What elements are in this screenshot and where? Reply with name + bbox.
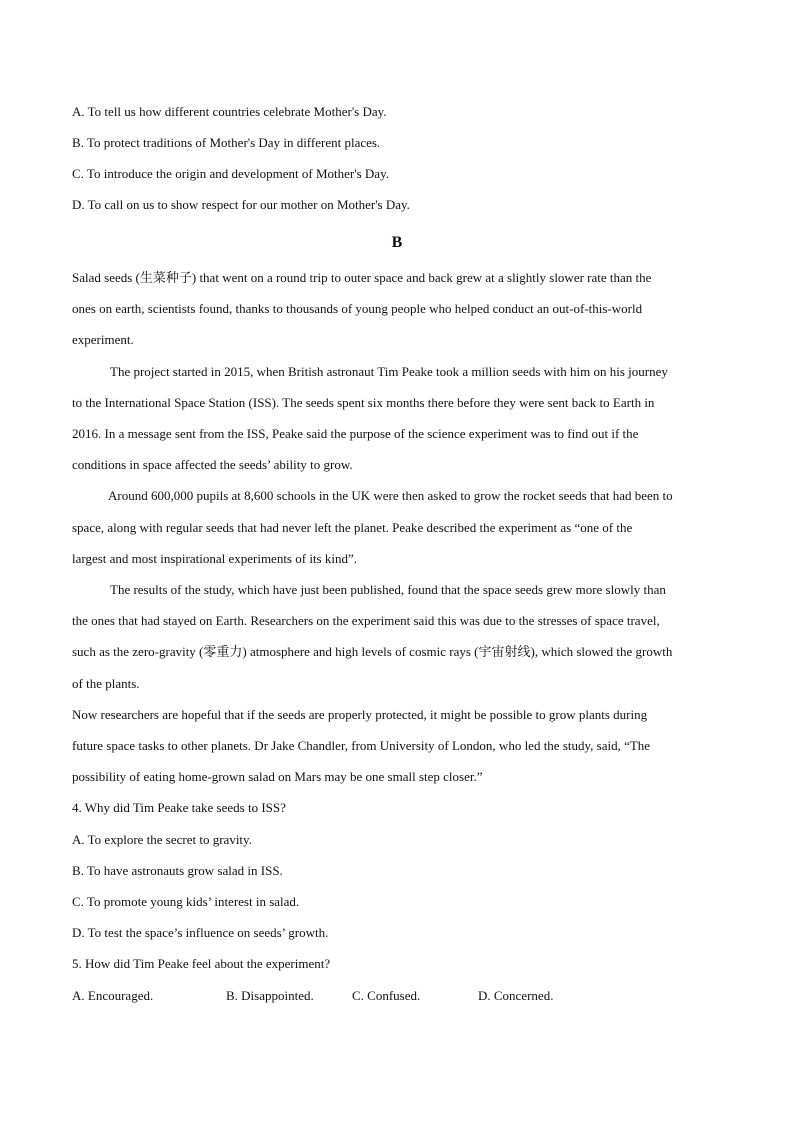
passage-line: space, along with regular seeds that had never left the planet. Peake described the experiment as “one of the — [72, 520, 633, 535]
passage-line: Salad seeds (生菜种子) that went on a round trip to outer space and back grew at a slightly slower rate than the — [72, 270, 652, 285]
question-4-option-a: A. To explore the secret to gravity. — [72, 832, 252, 847]
question-5-option-d: D. Concerned. — [478, 988, 554, 1003]
question-4-option-d: D. To test the space’s influence on seeds’ growth. — [72, 925, 329, 940]
passage-line: the ones that had stayed on Earth. Researchers on the experiment said this was due to the stresses of space travel, — [72, 613, 660, 628]
question-5-option-a: A. Encouraged. — [72, 988, 154, 1003]
question-4-option-c: C. To promote young kids’ interest in salad. — [72, 894, 300, 909]
passage-line: of the plants. — [72, 676, 140, 691]
prev-option-a: A. To tell us how different countries celebrate Mother's Day. — [72, 104, 387, 119]
passage-line: Now researchers are hopeful that if the seeds are properly protected, it might be possible to grow plants during — [72, 707, 648, 722]
question-4-option-b: B. To have astronauts grow salad in ISS. — [72, 863, 283, 878]
passage-line: experiment. — [72, 332, 134, 347]
passage-line: future space tasks to other planets. Dr Jake Chandler, from University of London, who led the study, said, “The — [72, 738, 651, 753]
question-5-stem: 5. How did Tim Peake feel about the experiment? — [72, 956, 331, 971]
passage-line: The project started in 2015, when British astronaut Tim Peake took a million seeds with him on his journey — [110, 364, 668, 379]
passage-line: such as the zero-gravity (零重力) atmosphere and high levels of cosmic rays (宇宙射线), which slowed the growth — [72, 644, 673, 659]
passage-line: conditions in space affected the seeds’ ability to grow. — [72, 457, 353, 472]
question-5-option-b: B. Disappointed. — [226, 988, 314, 1003]
passage-line: Around 600,000 pupils at 8,600 schools in the UK were then asked to grow the rocket seeds that had been to — [108, 488, 673, 503]
question-5-option-c: C. Confused. — [352, 988, 421, 1003]
prev-option-b: B. To protect traditions of Mother's Day in different places. — [72, 135, 381, 150]
section-heading: B — [391, 234, 403, 251]
passage-line: to the International Space Station (ISS). The seeds spent six months there before they were sent back to Earth in — [72, 395, 655, 410]
question-4-stem: 4. Why did Tim Peake take seeds to ISS? — [72, 800, 286, 815]
passage-line: The results of the study, which have just been published, found that the space seeds grew more slowly than — [110, 582, 666, 597]
prev-option-d: D. To call on us to show respect for our mother on Mother's Day. — [72, 197, 410, 212]
passage-line: possibility of eating home-grown salad on Mars may be one small step closer.” — [72, 769, 483, 784]
passage-line: largest and most inspirational experiments of its kind”. — [72, 551, 357, 566]
passage-line: ones on earth, scientists found, thanks to thousands of young people who helped conduct an out-of-this-world — [72, 301, 643, 316]
prev-option-c: C. To introduce the origin and development of Mother's Day. — [72, 166, 389, 181]
passage-line: 2016. In a message sent from the ISS, Peake said the purpose of the science experiment was to find out if the — [72, 426, 639, 441]
